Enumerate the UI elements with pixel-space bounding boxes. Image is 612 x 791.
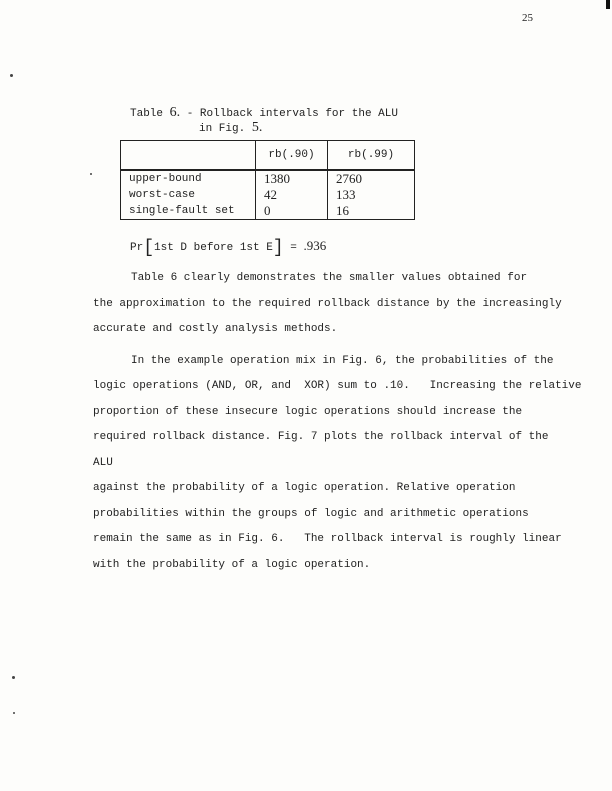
caption-prefix: Table — [130, 108, 170, 120]
caption-line2-prefix: in Fig. — [199, 123, 252, 135]
text-line: the approximation to the required rollback distance by the increasingly — [93, 297, 562, 310]
column-header: rb(.90) — [256, 141, 328, 171]
text-line: logic operations (AND, OR, and XOR) sum to .10. Increasing the relative — [93, 380, 582, 392]
scan-edge-mark — [606, 0, 610, 9]
table-row — [121, 187, 415, 203]
table-caption-line2 — [199, 120, 262, 136]
row-label: single-fault set — [121, 203, 256, 220]
paragraph — [93, 349, 582, 579]
table-row — [121, 203, 415, 220]
caption-line2-number: 5. — [251, 120, 263, 135]
caption-text: - Rollback intervals for the ALU — [180, 108, 398, 120]
scan-speck — [12, 676, 15, 679]
row-label: worst-case — [121, 187, 256, 203]
scan-speck — [13, 712, 15, 714]
cell-value: 0 — [256, 203, 328, 220]
equals-sign: = — [283, 242, 304, 254]
probability-statement — [130, 238, 326, 258]
table-header-row — [121, 141, 415, 171]
bracket-close: ] — [272, 238, 284, 258]
text-line: accurate and costly analysis methods. — [93, 323, 338, 335]
text-line: with the probability of a logic operation. — [93, 558, 371, 571]
column-header: rb(.99) — [328, 141, 415, 171]
probability-prefix: Pr — [130, 242, 144, 254]
text-line: required rollback distance. Fig. 7 plots the rollback interval of the ALU — [93, 431, 549, 469]
text-line: probabilities within the groups of logic and arithmetic operations — [93, 507, 529, 520]
text-line: against the probability of a logic operation. Relative operation — [93, 482, 516, 494]
table-row — [121, 170, 415, 187]
text-line: In the example operation mix in Fig. 6, the probabilities of the — [131, 354, 554, 367]
cell-value: 2760 — [328, 170, 415, 187]
probability-value: .936 — [303, 238, 327, 253]
text-line: proportion of these insecure logic operations should increase the — [93, 405, 523, 418]
table-header-blank — [121, 141, 256, 171]
text-line: remain the same as in Fig. 6. The rollback interval is roughly linear — [93, 533, 562, 545]
paragraph — [93, 266, 563, 343]
scan-speck — [90, 173, 92, 175]
bracket-open: [ — [143, 238, 155, 258]
page-number: 25 — [522, 12, 533, 24]
cell-value: 1380 — [256, 170, 328, 187]
cell-value: 16 — [328, 203, 415, 220]
scan-speck — [10, 74, 13, 77]
body-text — [93, 266, 582, 578]
rollback-table — [120, 140, 415, 220]
table-caption — [130, 106, 398, 121]
cell-value: 42 — [256, 187, 328, 203]
row-label: upper-bound — [121, 170, 256, 187]
probability-inner: 1st D before 1st E — [154, 242, 273, 254]
text-line: Table 6 clearly demonstrates the smaller values obtained for — [131, 272, 528, 284]
caption-number: 6. — [169, 105, 181, 120]
cell-value: 133 — [328, 187, 415, 203]
